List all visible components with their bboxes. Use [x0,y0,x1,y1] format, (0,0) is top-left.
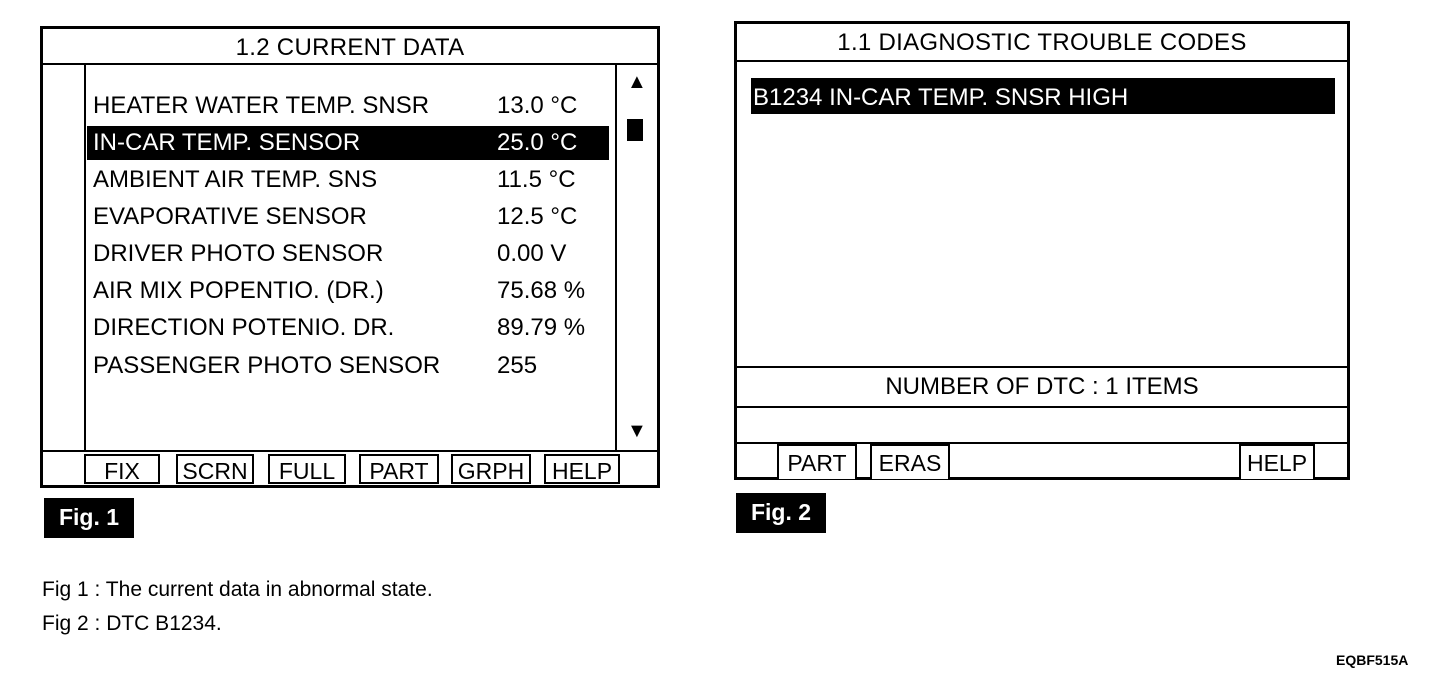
data-row-selected[interactable] [87,126,609,160]
dtc-item-selected[interactable]: B1234 IN-CAR TEMP. SNSR HIGH [751,78,1335,114]
figure-label: Fig. 1 [44,498,134,538]
row-value: 11.5 °C [497,166,576,193]
count-divider [737,406,1347,408]
screen-title: 1.2 CURRENT DATA [235,34,465,61]
row-label: EVAPORATIVE SENSOR [93,203,367,230]
screen-title: 1.1 DIAGNOSTIC TROUBLE CODES [837,29,1247,56]
row-label: IN-CAR TEMP. SENSOR [93,129,361,156]
data-row[interactable] [87,274,609,308]
scroll-down-arrow-icon[interactable]: ▼ [627,420,647,442]
row-value: 255 [497,352,538,379]
caption-fig1: Fig 1 : The current data in abnormal state. [42,578,433,601]
part-key[interactable]: PART [359,454,439,484]
title-divider [43,63,657,65]
data-row[interactable] [87,163,609,197]
data-row[interactable] [87,200,609,234]
caption-fig2: Fig 2 : DTC B1234. [42,612,222,635]
scroll-up-arrow-icon[interactable]: ▲ [627,71,647,93]
row-label: DRIVER PHOTO SENSOR [93,240,384,267]
row-label: AMBIENT AIR TEMP. SNS [93,166,378,193]
scrn-key[interactable]: SCRN [176,454,254,484]
data-row[interactable] [87,311,609,345]
data-row[interactable] [87,89,609,123]
current-data-screen [40,26,660,488]
grph-key[interactable]: GRPH [451,454,531,484]
row-value: 75.68 % [497,277,586,304]
dtc-count: NUMBER OF DTC : 1 ITEMS [885,373,1199,400]
scrollbar-thumb[interactable] [627,119,643,141]
row-value: 0.00 V [497,240,567,267]
title-divider [737,60,1347,62]
row-label: DIRECTION POTENIO. DR. [93,314,395,341]
figure-label: Fig. 2 [736,493,826,533]
part-key[interactable]: PART [777,444,857,479]
row-value: 89.79 % [497,314,586,341]
row-label: PASSENGER PHOTO SENSOR [93,352,441,379]
keys-divider [43,450,657,452]
data-row[interactable] [87,349,609,383]
help-key[interactable]: HELP [1239,444,1315,479]
scrollbar-divider [615,65,617,451]
left-divider [84,65,86,451]
row-label: HEATER WATER TEMP. SNSR [93,92,430,119]
help-key[interactable]: HELP [544,454,620,484]
data-row[interactable] [87,237,609,271]
row-value: 12.5 °C [497,203,578,230]
row-value: 25.0 °C [497,129,578,156]
fix-key[interactable]: FIX [84,454,160,484]
eras-key[interactable]: ERAS [870,444,950,479]
full-key[interactable]: FULL [268,454,346,484]
list-divider [737,366,1347,368]
row-label: AIR MIX POPENTIO. (DR.) [93,277,384,304]
row-value: 13.0 °C [497,92,578,119]
image-code: EQBF515A [1336,652,1409,668]
dtc-screen [734,21,1350,480]
